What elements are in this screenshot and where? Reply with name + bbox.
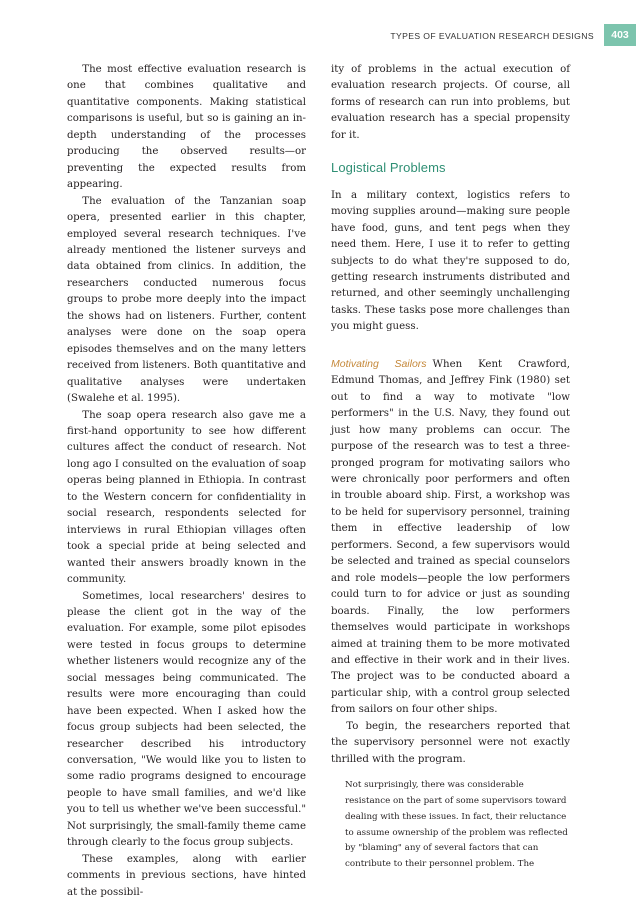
paragraph-to-begin: To begin, the researchers reported that the supervisory personnel were not exactly thrilled with the program.	[331, 720, 570, 765]
paragraph-logistics: In a military context, logistics refers to moving supplies around—making sure people have food, guns, and tent pegs when they need them. Here, I use it to refer to getting subjects to do what they're supposed to do, getting research instruments distributed and returned, and other seemingly unchallenging tasks. These tasks pose more challenges than you might guess.	[331, 189, 570, 333]
paragraph-local-researchers: Sometimes, local researchers' desires to please the client got in the way of the evaluation. For example, some pilot episodes were tested in focus groups to determine whether listeners would recognize any of the social messages being communicated. The results were more encouraging than could have been expected. When I asked how the focus group subjects had been selected, the researcher described his introductory conversation, "We would like you to listen to some radio programs designed to encourage people to have small families, and we'd like you to tell us whether we've been successful." Not surprisingly, the small-family theme came through clearly to the focus group subjects.	[67, 590, 306, 849]
spacer	[331, 336, 570, 356]
sailors-text: When Kent Crawford, Edmund Thomas, and Jeffrey Fink (1980) set out to find a way to motivate "low performers" in the U.S. Navy, they found out just how many problems can occur. The purpose of the research was to test a three-pronged program for motivating sailors who were chronically poor performers and often in trouble aboard ship. First, a workshop was to be held for supervisory personnel, training them in effective leadership of low performers. Second, a few supervisors would be selected and trained as special counselors and role models—people the low performers could turn to for advice or just as sounding boards. Finally, the low performers themselves would participate in workshops aimed at training them to be more motivated and effective in their work and in their lives. The project was to be conducted aboard a particular ship, with a control group selected from sailors on four other ships.	[331, 358, 570, 716]
running-head: TYPES OF EVALUATION RESEARCH DESIGNS	[390, 30, 594, 41]
right-column	[331, 62, 570, 873]
paragraph-motivating-sailors	[331, 356, 570, 719]
paragraph-ethiopia: The soap opera research also gave me a first-hand opportunity to see how different cultures affect the conduct of research. Not long ago I consulted on the evaluation of soap operas being planned in Ethiopia. In contrast to the Western concern for confidentiality in social research, respondents selected for interviews in rural Ethiopian villages often took a special pride at being selected and wanted their answers broadly known in the community.	[67, 409, 306, 586]
paragraph-examples: These examples, along with earlier comments in previous sections, have hinted at the possibil-	[67, 853, 306, 898]
paragraph-continuation: ity of problems in the actual execution of evaluation research projects. Of course, all forms of research can run into problems, but evaluation research has a special propensity for it.	[331, 64, 570, 141]
runin-heading-motivating-sailors: Motivating Sailors	[331, 357, 427, 370]
page-number-badge: 403	[604, 24, 636, 46]
paragraph-tanzanian-soap-opera: The evaluation of the Tanzanian soap opera, presented earlier in this chapter, employed several research techniques. I've already mentioned the listener surveys and data obtained from clinics. In addition, the researchers conducted numerous focus groups to probe more deeply into the impact the shows had on listeners. Further, content analyses were done on the soap opera episodes themselves and on the many letters received from listeners. Both quantitative and qualitative analyses were undertaken (Swalehe et al. 1995).	[67, 195, 306, 405]
page-header	[390, 22, 636, 48]
section-heading-logistical-problems: Logistical Problems	[331, 160, 446, 176]
paragraph-mixed-methods: The most effective evaluation research is one that combines qualitative and quantitative components. Making statistical comparisons is useful, but so is gaining an in-depth understanding of the processes producing the observed results—or preventing the expected results from appearing.	[67, 64, 306, 191]
block-quote: Not surprisingly, there was considerable resistance on the part of some supervisors toward dealing with these issues. In fact, their reluctance to assume ownership of the problem was reflected by "blaming" any of several factors that can contribute to their personnel problem. The	[345, 780, 568, 870]
left-column	[67, 62, 306, 901]
